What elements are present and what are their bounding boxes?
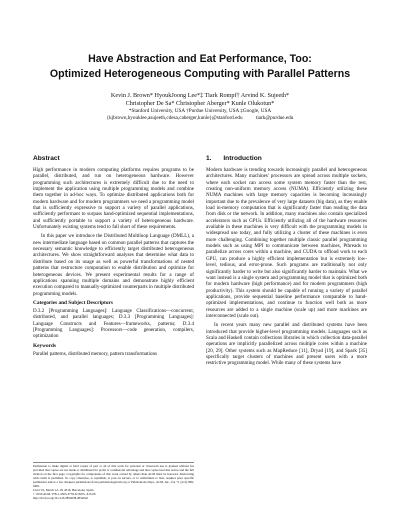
intro-paragraph-1: Modern hardware is trending towards increasingly parallel and heterogeneous architectures. Many machines' processors are spread across multiple sockets, where each socket can access some system memory faster than the rest, creating non-uniform memory access (NUMA). Efficiently utilizing these NUMA machines with large memory capacities is becoming increasingly important due to the prevalence of very large datasets (big data), as they enable load in-memory computation that is significantly faster than reading the data from disk or the network. In addition, many machines also contain specialized accelerators such as GPUs. Efficiently utilizing all of the hardware resources available in these machines is very difficult with the programming models in widespread use today, and fully utilizing a cluster of these machines is even more challenging. Combining together multiple classic parallel programming models such as using MPI to communicate between machines, Pthreads to parallelize across cores within a machine, and CUDA to offload work to each GPU, can produce a highly efficient implementation but is extremely low-level, tedious, and error-prone. Such programs are traditionally not only significantly harder to write but also significantly harder to maintain. What we want instead is a single system and programming model that is optimized both for modern hardware (high performance) and for modern programmers (high productivity). This system should be capable of running a variety of parallel applications, provide sequential baseline performance comparable to hand-optimized implementations, and continue to function well both as more resources are added to a single machine (scale up) and more machines are interconnected (scale out). <box>206 167 367 319</box>
footnote-doi: http://dx.doi.org/10.1145/2854038.2854042 <box>33 495 88 500</box>
copyright-footnote <box>33 462 194 501</box>
keywords-text: Parallel patterns, distributed memory, pattern transformations <box>33 350 157 357</box>
affiliations: *Stanford University, USA †Purdue University, USA ‡Google, USA <box>128 108 272 114</box>
title-line-1: Have Abstraction and Eat Performance, Too: <box>88 53 312 65</box>
footnote-permission: Permission to make digital or hard copies of part or all of this work for personal or classroom use is granted without fee provided that copies are not made or distributed for profit or commercial advantage and that copies bear this notice and the full citation on the first page. Copyrights for components of this work owned by others than ACM must be honored. Abstracting with credit is permitted. To copy otherwise, to republish, to post on servers, or to redistribute to lists, requires prior specific permission and/or a fee. Request permissions from permissions@acm.org or Publications Dept., ACM, Inc., fax +1 (212) 869-0481. <box>33 464 194 488</box>
author-emails <box>33 115 367 122</box>
categories-heading: Categories and Subject Descriptors <box>33 299 113 306</box>
left-column <box>33 155 194 370</box>
paper-title <box>33 0 367 82</box>
right-column <box>206 155 367 370</box>
title-line-2: Optimized Heterogeneous Computing with Parallel Patterns <box>49 68 351 80</box>
authors-line-1: Kevin J. Brown* HyoukJoong Lee*‡ Tiark Rompf† Arvind K. Sujeeth* <box>110 92 290 99</box>
keywords-heading: Keywords <box>33 342 56 349</box>
two-column-body <box>33 155 367 370</box>
intro-section-title: Introduction <box>223 155 262 162</box>
email-purdue: tiark@purdue.edu <box>255 115 294 121</box>
abstract-paragraph-1: High performance in modern computing platforms requires programs to be parallel, distributed, and run on heterogeneous hardware. However programming such architectures is extremely difficult due to the need to implement the application using multiple programming models and combine them together in ad-hoc ways. To optimize distributed applications both for modern hardware and for modern programmers we need a programming model that is sufficiently expressive to support a variety of parallel applications, sufficiently performant to surpass hand-optimized sequential implementations, and sufficiently portable to support a variety of heterogeneous hardware. Unfortunately existing systems tend to fall short of these requirements. <box>33 167 194 231</box>
footnote-conference: CGO '16, March 12–18, 2016, Barcelona, Spain <box>33 487 94 492</box>
abstract-paragraph-2: In this paper we introduce the Distributed Multiloop Language (DMLL), a new intermediate language based on common parallel patterns that captures the necessary semantic knowledge to efficiently target distributed heterogeneous architectures. We show straightforward analyses that determine what data to distribute based on its usage as well as powerful transformations of nested patterns that restructure computation to enable distribution and optimize for heterogeneous devices. We present experimental results for a range of applications spanning multiple domains and demonstrate highly efficient execution compared to manually-optimized counterparts in multiple distributed programming models. <box>33 233 194 297</box>
footnote-copyright: © 2016 ACM. 978-1-4503-3778-6/16/03...$15.00 <box>33 491 96 496</box>
abstract-heading: Abstract <box>33 155 60 162</box>
intro-section-number: 1. <box>206 155 212 162</box>
categories-text: D.3.2 [Programming Languages]: Language Classifications—concurrent, distributed, and parallel languages; D.3.3 [Programming Languages]: Language Constructs and Features—frameworks, patterns; D.3.4 [Programming Languages]: Processors—code generation, compilers, optimization <box>33 307 194 340</box>
email-stanford: {kjbrown,hyouklee,asujeeth,cdesa,caberger,kunle}@stanford.edu <box>106 115 243 121</box>
intro-heading <box>206 155 367 162</box>
author-list <box>33 92 367 108</box>
authors-line-2: Christopher De Sa* Christopher Aberger* Kunle Olukotun* <box>125 100 275 107</box>
intro-paragraph-2: In recent years many new parallel and distributed systems have been introduced that provide higher-level programming models. Languages such as Scala and Haskell contain collections libraries in which collection data-parallel operations are implicitly parallelized across multiple cores within a machine [20, 29]. Other systems such as MapReduce [11], Dryad [19], and Spark [35] specifically target clusters of machines and present users with a more restrictive programming model. While many of these systems have <box>206 322 367 367</box>
